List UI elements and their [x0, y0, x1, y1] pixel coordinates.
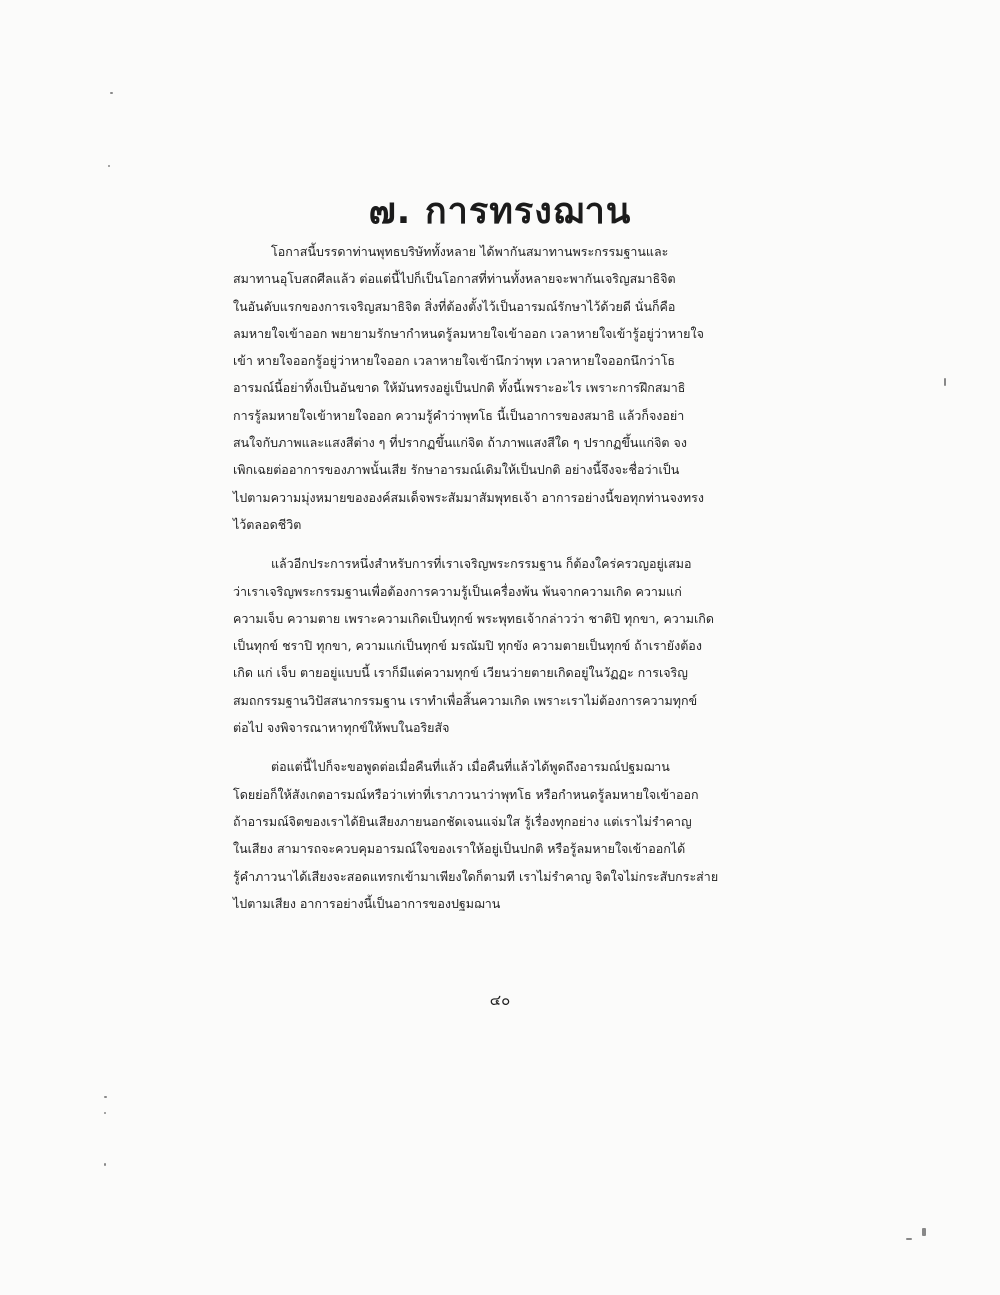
text-line: ไปตามเสียง อาการอย่างนี้เป็นอาการของปฐมฌาน — [233, 895, 501, 911]
text-line: เพิกเฉยต่ออาการของภาพนั้นเสีย รักษาอารมณ์เดิมให้เป็นปกติ อย่างนี้จึงจะชื่อว่าเป็น — [233, 462, 680, 478]
text-line: โดยย่อก็ให้สังเกตอารมณ์หรือว่าเท่าที่เราภาวนาว่าพุทโธ หรือกำหนดรู้ลมหายใจเข้าออก — [233, 786, 699, 802]
text-line: สมถกรรมฐานวิปัสสนากรรมฐาน เราทำเพื่อสิ้นความเกิด เพราะเราไม่ต้องการความทุกข์ — [233, 692, 698, 708]
text-line: ความเจ็บ ความตาย เพราะความเกิดเป็นทุกข์ พระพุทธเจ้ากล่าวว่า ชาติปิ ทุกขา, ความเกิด — [233, 610, 714, 626]
paragraph — [233, 238, 793, 538]
scan-speck — [944, 378, 946, 386]
text-line: ไว้ตลอดชีวิต — [233, 516, 302, 532]
text-line: เป็นทุกข์ ชราปิ ทุกขา, ความแก่เป็นทุกข์ มรณัมปิ ทุกขัง ความตายเป็นทุกข์ ถ้าเรายังต้อง — [233, 638, 702, 654]
paragraph — [233, 753, 793, 917]
text-line: ลมหายใจเข้าออก พยายามรักษากำหนดรู้ลมหายใจเข้าออก เวลาหายใจเข้ารู้อยู่ว่าหายใจ — [233, 325, 704, 341]
paragraph — [233, 550, 793, 741]
scan-speck — [906, 1238, 912, 1240]
text-line: อารมณ์นี้อย่าทิ้งเป็นอันขาด ให้มันทรงอยู่เป็นปกติ ทั้งนี้เพราะอะไร เพราะการฝึกสมาธิ — [233, 380, 686, 396]
body-text — [233, 238, 793, 917]
text-line: ต่อแต่นี้ไปก็จะขอพูดต่อเมื่อคืนที่แล้ว เมื่อคืนที่แล้วได้พูดถึงอารมณ์ปฐมฌาน — [271, 759, 670, 775]
text-line: ถ้าอารมณ์จิตของเราได้ยินเสียงภายนอกชัดเจนแจ่มใส รู้เรื่องทุกอย่าง แต่เราไม่รำคาญ — [233, 813, 692, 829]
text-line: เข้า หายใจออกรู้อยู่ว่าหายใจออก เวลาหายใจเข้านึกว่าพุท เวลาหายใจออกนึกว่าโธ — [233, 353, 676, 369]
text-line: สมาทานอุโบสถศีลแล้ว ต่อแต่นี้ไปก็เป็นโอกาสที่ท่านทั้งหลายจะพากันเจริญสมาธิจิต — [233, 271, 676, 287]
text-line: ว่าเราเจริญพระกรรมฐานเพื่อต้องการความรู้เป็นเครื่องพ้น พ้นจากความเกิด ความแก่ — [233, 583, 682, 599]
text-line: โอกาสนี้บรรดาท่านพุทธบริษัททั้งหลาย ได้พากันสมาทานพระกรรมฐานและ — [271, 244, 669, 259]
text-line: การรู้ลมหายใจเข้าหายใจออก ความรู้คำว่าพุทโธ นี้เป็นอาการของสมาธิ แล้วก็จงอย่า — [233, 407, 685, 423]
text-line: ต่อไป จงพิจารณาหาทุกข์ให้พบในอริยสัจ — [233, 720, 450, 736]
text-line: ในอันดับแรกของการเจริญสมาธิจิต สิ่งที่ต้องตั้งไว้เป็นอารมณ์รักษาไว้ด้วยดี นั่นก็คือ — [233, 298, 676, 314]
scan-speck — [104, 1163, 106, 1166]
scan-speck — [110, 92, 113, 94]
scan-speck — [922, 1228, 926, 1236]
scan-speck — [104, 1112, 106, 1114]
page-number: ๔๐ — [489, 991, 511, 1009]
text-line: แล้วอีกประการหนึ่งสำหรับการที่เราเจริญพระกรรมฐาน ก็ต้องใคร่ครวญอยู่เสมอ — [271, 556, 692, 572]
text-line: รู้คำภาวนาได้เสียงจะสอดแทรกเข้ามาเพียงใดก็ตามที เราไม่รำคาญ จิตใจไม่กระสับกระส่าย — [233, 868, 719, 884]
scan-speck — [104, 1096, 107, 1098]
chapter-title: ๗. การทรงฌาน — [368, 191, 632, 232]
scan-speck — [108, 165, 110, 167]
text-line: ในเสียง สามารถจะควบคุมอารมณ์ใจของเราให้อยู่เป็นปกติ หรือรู้ลมหายใจเข้าออกได้ — [233, 841, 686, 857]
text-line: สนใจกับภาพและแสงสีต่าง ๆ ที่ปรากฏขึ้นแก่จิต ถ้าภาพแสงสีใด ๆ ปรากฏขึ้นแก่จิต จง — [233, 435, 687, 451]
text-line: ไปตามความมุ่งหมายขององค์สมเด็จพระสัมมาสัมพุทธเจ้า อาการอย่างนี้ขอทุกท่านจงทรง — [233, 489, 704, 505]
text-line: เกิด แก่ เจ็บ ตายอยู่แบบนี้ เราก็มีแต่ความทุกข์ เวียนว่ายตายเกิดอยู่ในวัฏฏะ การเจริญ — [233, 665, 688, 681]
